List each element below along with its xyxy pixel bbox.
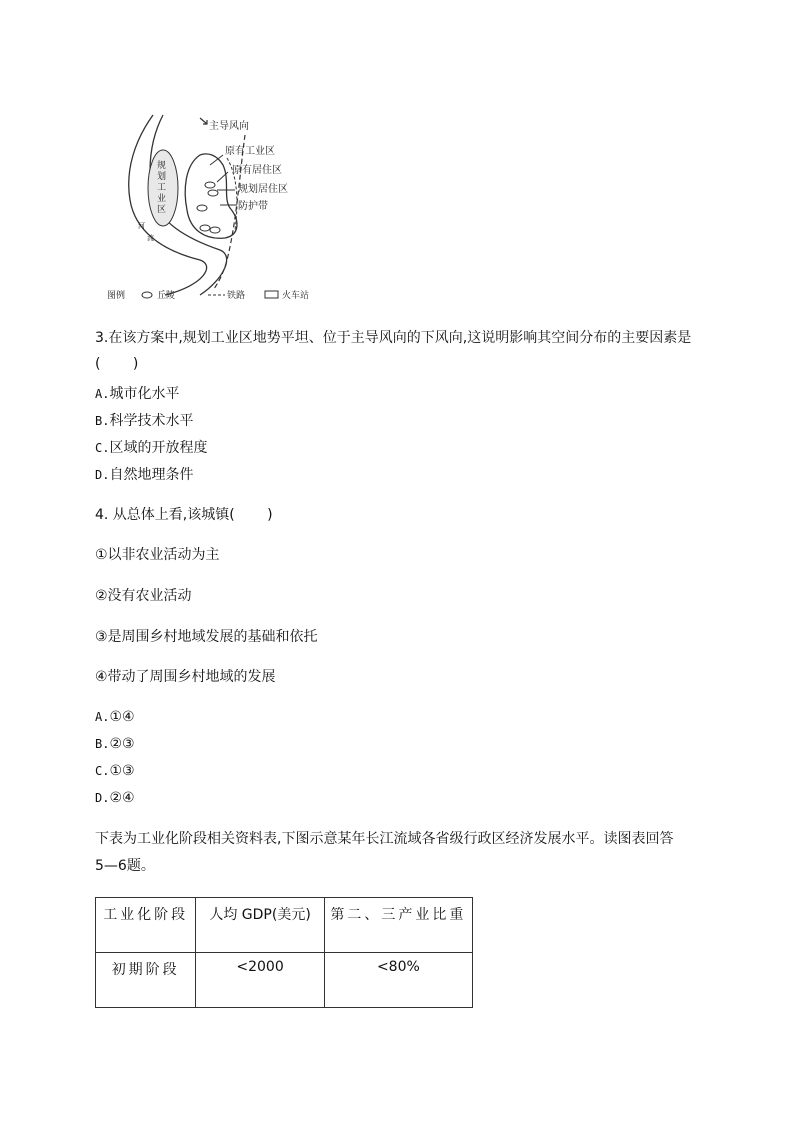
q3-option-b[interactable] (95, 410, 193, 430)
q4-stem: 4. 从总体上看,该城镇( ) (95, 507, 273, 523)
legend-hill-label: 丘陵 (157, 291, 176, 301)
wind-arrow-icon (200, 118, 207, 124)
option-letter: D. (95, 468, 110, 482)
q4-option-c[interactable] (95, 763, 135, 779)
city-planning-map (105, 110, 335, 305)
option-letter: A. (95, 710, 110, 724)
label-residence-old: 原有居住区 (232, 165, 282, 176)
q4-item-2: ②没有农业活动 (95, 588, 192, 604)
option-text: 区域的开放程度 (109, 440, 208, 456)
table-cell: <2000 (196, 953, 324, 1008)
legend-station-label: 火车站 (282, 291, 310, 301)
label-buffer: 防护带 (238, 201, 268, 212)
option-text: ②③ (109, 736, 135, 752)
q3-option-d[interactable] (95, 464, 193, 484)
option-text: ①③ (109, 763, 135, 779)
q4-item-4: ④带动了周围乡村地域的发展 (95, 669, 276, 685)
option-letter: B. (95, 737, 110, 751)
option-letter: C. (95, 764, 110, 778)
q4-option-a[interactable] (95, 709, 135, 725)
planned-industry-label-2: 工 (157, 183, 167, 193)
table-header-cell: 人均 GDP(美元) (196, 898, 324, 953)
river-label-1: 流 (147, 234, 154, 242)
table-header-row (96, 898, 473, 953)
option-text: ②④ (109, 790, 135, 806)
option-text: 城市化水平 (109, 386, 180, 402)
legend-station-icon (265, 291, 278, 298)
table-row (96, 953, 473, 1008)
table-cell: <80% (324, 953, 472, 1008)
option-letter: C. (95, 441, 110, 455)
q3-stem-line2: ( ) (95, 356, 139, 372)
intro-line2: 5—6题。 (95, 858, 155, 874)
intro-line1: 下表为工业化阶段相关资料表,下图示意某年长江流域各省级行政区经济发展水平。读图表回答 (95, 831, 674, 847)
table-header-cell: 第二、三产业比重 (324, 898, 472, 953)
option-letter: B. (95, 414, 110, 428)
option-text: 科学技术水平 (109, 413, 194, 429)
hill-symbols (197, 182, 220, 233)
label-industry-old: 原有工业区 (225, 146, 275, 157)
label-residence-plan: 规划居住区 (238, 184, 288, 195)
q4-item-1: ①以非农业活动为主 (95, 547, 220, 563)
option-text: 自然地理条件 (109, 467, 194, 483)
table-cell: 初期阶段 (96, 953, 196, 1008)
table-header-cell: 工业化阶段 (96, 898, 196, 953)
option-text: ①④ (109, 709, 135, 725)
q3-stem-line1: 3.在该方案中,规划工业区地势平坦、位于主导风向的下风向,这说明影响其空间分布的主要因素是 (95, 330, 692, 346)
industrialization-table (95, 897, 473, 1008)
wind-label: 主导风向 (209, 121, 249, 132)
q4-option-b[interactable] (95, 736, 135, 752)
planned-industry-label-0: 规 (157, 161, 167, 171)
planned-industry-label-4: 区 (157, 205, 167, 215)
planned-industry-label-1: 划 (157, 172, 167, 182)
q4-option-d[interactable] (95, 790, 135, 806)
river-label-0: 河 (138, 222, 145, 230)
legend-title: 图例 (107, 291, 126, 301)
q3-option-a[interactable] (95, 383, 179, 403)
planned-industry-label-3: 业 (157, 194, 167, 204)
legend-hill-icon (142, 292, 152, 298)
q4-item-3: ③是周围乡村地域发展的基础和依托 (95, 629, 318, 645)
q3-option-c[interactable] (95, 437, 207, 457)
option-letter: D. (95, 791, 110, 805)
option-letter: A. (95, 387, 110, 401)
legend-rail-label: 铁路 (227, 291, 246, 301)
